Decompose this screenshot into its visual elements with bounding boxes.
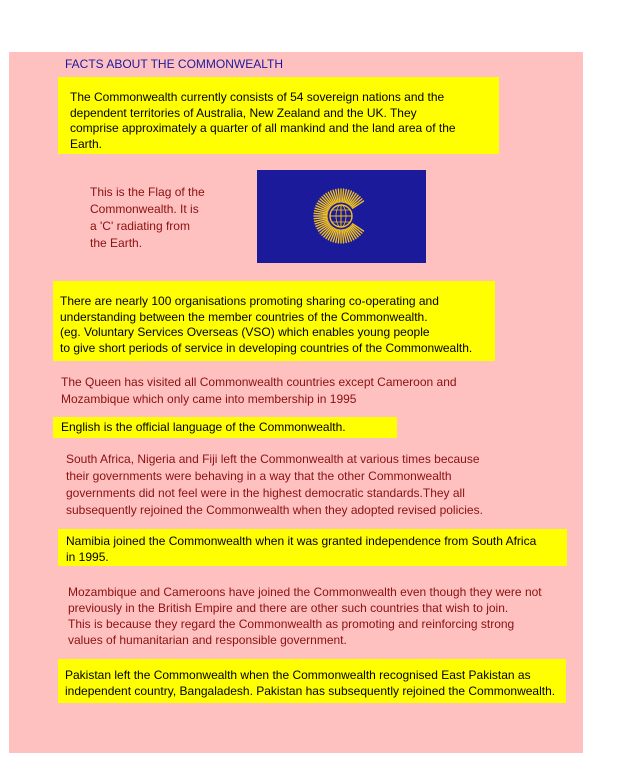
left-countries-line: subsequently rejoined the Commonwealth when they adopted revised policies. (66, 503, 483, 517)
intro-box (58, 77, 499, 154)
flag-caption-line: a 'C' radiating from (90, 219, 190, 233)
mozambique-line: This is because they regard the Commonwealth as promoting and reinforcing strong (68, 617, 515, 631)
namibia-line: Namibia joined the Commonwealth when it was granted independence from South Africa (66, 534, 537, 548)
queen-paragraph (61, 374, 457, 408)
flag-caption-line: This is the Flag of the (90, 185, 205, 199)
mozambique-line: previously in the British Empire and there are other such countries that wish to join. (68, 601, 509, 615)
intro-line: comprise approximately a quarter of all mankind and the land area of the (70, 121, 456, 135)
organisations-line: (eg. Voluntary Services Overseas (VSO) which enables young people (60, 325, 430, 339)
intro-line: Earth. (70, 136, 103, 151)
organisations-box (53, 281, 495, 361)
organisations-line: There are nearly 100 organisations promoting sharing co-operating and (60, 294, 439, 308)
page-title: FACTS ABOUT THE COMMONWEALTH (65, 57, 284, 71)
commonwealth-emblem-icon (257, 170, 426, 263)
left-countries-paragraph (66, 451, 483, 519)
flag-caption-line: Commonwealth. It is (90, 202, 199, 216)
pakistan-line: independent country, Bangaladesh. Pakistan has subsequently rejoined the Commonwealth. (65, 684, 556, 698)
language-line: English is the official language of the Commonwealth. (61, 420, 346, 434)
intro-line: The Commonwealth currently consists of 54 sovereign nations and the (70, 90, 445, 104)
organisations-line: to give short periods of service in developing countries of the Commonwealth. (60, 340, 473, 355)
language-box (53, 417, 397, 438)
mozambique-paragraph (68, 584, 542, 648)
intro-line: dependent territories of Australia, New Zealand and the UK. They (70, 105, 417, 120)
mozambique-line: Mozambique and Cameroons have joined the Commonwealth even though they were not (68, 585, 542, 599)
queen-line: Mozambique which only came into membership in 1995 (61, 392, 357, 406)
left-countries-line: their governments were behaving in a way that the other Commonwealth (66, 469, 452, 483)
namibia-box (58, 529, 567, 566)
mozambique-line: values of humanitarian and responsible government. (68, 633, 347, 647)
flag-caption (90, 184, 205, 252)
queen-line: The Queen has visited all Commonwealth countries except Cameroon and (61, 375, 457, 389)
namibia-line: in 1995. (66, 549, 109, 564)
left-countries-line: South Africa, Nigeria and Fiji left the Commonwealth at various times because (66, 452, 480, 466)
left-countries-line: governments did not feel were in the highest democratic standards.They all (66, 486, 465, 500)
pakistan-box (58, 659, 566, 703)
commonwealth-flag (257, 170, 426, 263)
organisations-line: understanding between the member countries of the Commonwealth. (60, 309, 428, 324)
flag-caption-line: the Earth. (90, 236, 143, 250)
pakistan-line: Pakistan left the Commonwealth when the Commonwealth recognised East Pakistan as (65, 668, 531, 682)
